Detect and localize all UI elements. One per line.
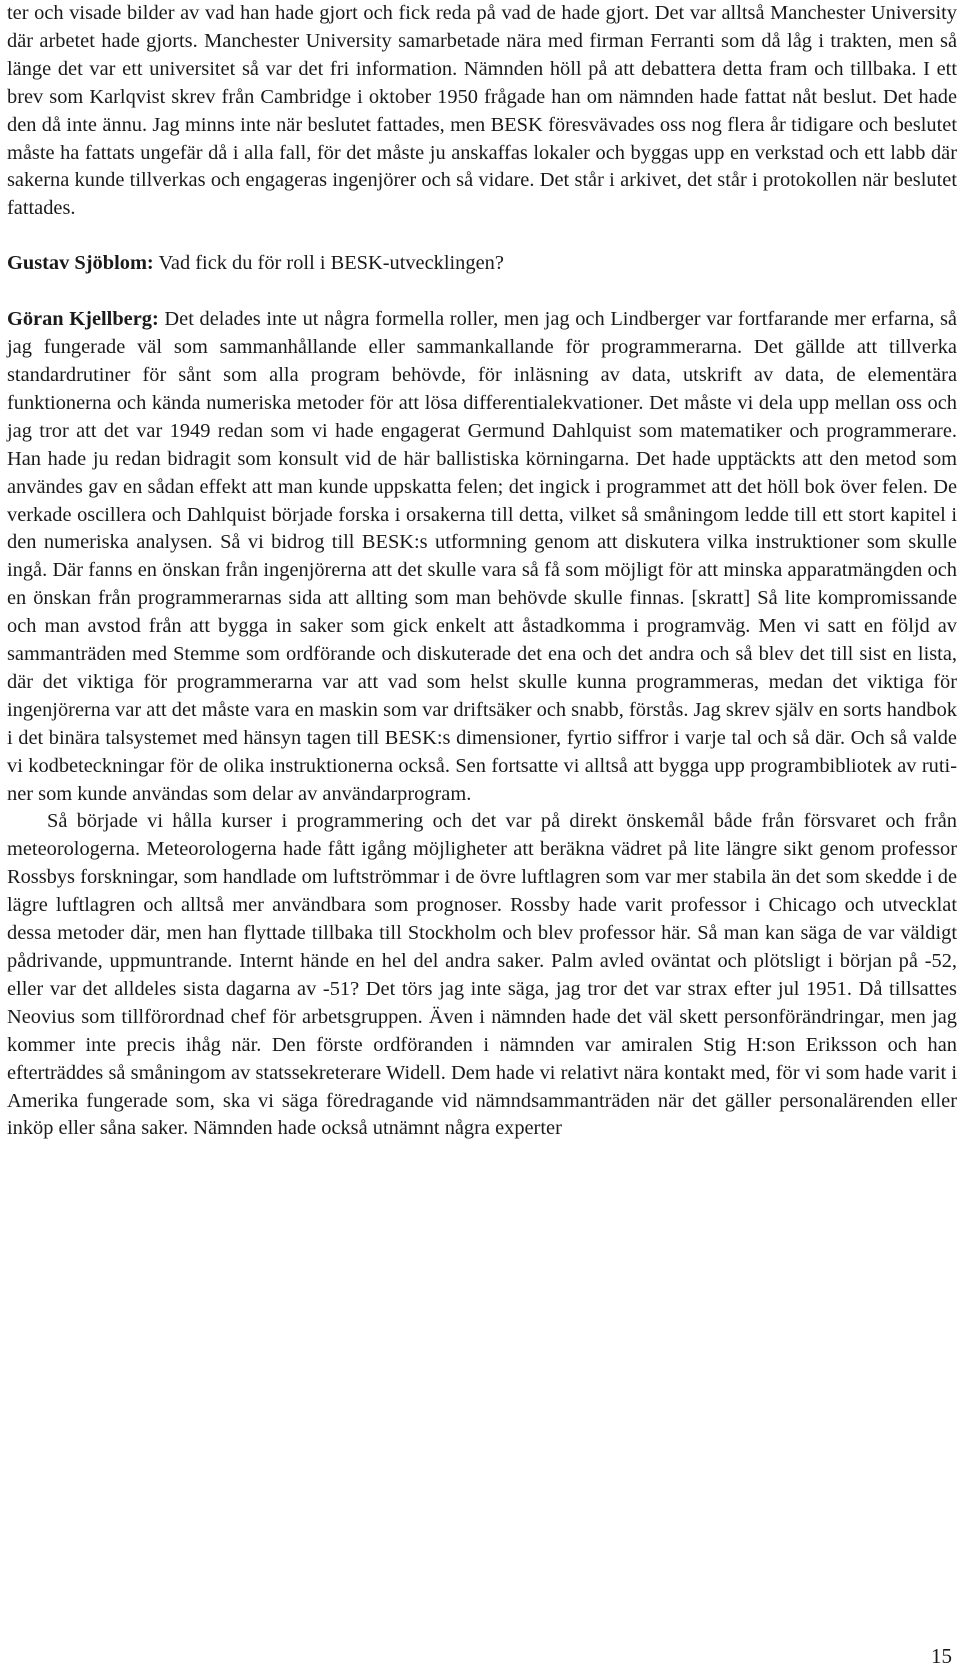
question-paragraph [7,250,957,278]
document-page [7,0,957,1143]
speaker-name: Gustav Sjöblom: [7,252,154,275]
paragraph-continuation: Så började vi hålla kurser i programmering och det var på direkt önskemål både från försvaret och från meteorologerna. Meteorologerna hade fått igång möjligheter att beräkna vädret på lite längre sikt genom professor Rossbys forskningar, som handlade om luftströmmar i de övre luftlagren som var mer stabila än det som skedde i de lägre luftlagren och alltså mer användbara som prognoser. Rossby hade varit professor i Chicago och utvecklat dessa metoder där, men han flyttade tillbaka till Stockholm och blev professor här. Så man kan säga de var väldigt pådrivande, uppmuntrande. Internt hände en hel del andra saker. Palm avled oväntat och plötsligt i början på -52, eller var det alldeles sista dagarna av -51? Det törs jag inte säga, jag tror det var strax efter jul 1951. Då tillsattes Neovius som tillförordnad chef för arbetsgruppen. Även i nämnden hade det väl skett personförändringar, men jag kommer inte precis ihåg när. Den förste ordföranden i nämnden var amiralen Stig H:son Eriksson och han efterträddes så småningom av statssekreterare Widell. Dem hade vi relativt nära kontakt med, för vi som hade varit i Amerika fungerade som, ska vi säga föredragande vid nämndsammanträden när det gäller personalärenden eller inköp eller såna saker. Nämnden hade också utnämnt några experter [7,810,957,1140]
answer-text: Det delades inte ut några formella roller, men jag och Lindberger var fortfarande mer erfarna, så jag fungerade väl som sammanhållande eller sammankallande för programmerarna. Det gällde att tillverka standardrutiner för sånt som alla program behövde, för inläsning av data, utskrift av data, de elementära funktionerna och kända numeriska metoder för att lösa differentialekvationer. Det måste vi dela upp mellan oss och jag tror att det var 1949 redan som vi hade engagerat Germund Dahlquist som matematiker och programmerare. Han hade ju redan bidragit som konsult vid de här ballistiska körningarna. Det hade upptäckts att den metod som användes gav en sådan effekt att man kunde uppskatta felen; det ingick i programmet att det höll bok över felen. De verkade oscillera och Dahlquist började forska i orsakerna till detta, vilket så småningom ledde till ett stort kapitel i den numeriska analysen. Så vi bidrog till BESK:s utformning genom att diskutera vilka instruktioner som skulle ingå. Där fanns en önskan från ingenjörerna att det skulle vara så få som möjligt för att minska apparatmängden och en önskan från programmerarnas sida att allting som man behövde skulle finnas. [skratt] Så lite kompromissande och man avstod från att bygga in saker som gick enkelt att åstadkomma i programväg. Men vi satt en följd av sammanträden med Stemme som ordförande och diskuterade det ena och det andra och så blev det till sist en lista, där det viktiga för programmerarna var att vad som helst skulle kunna programmeras, medan det viktiga för ingenjörerna var att det måste vara en maskin som var driftsäker och snabb, förstås. Jag skrev själv en sorts handbok i det binära talsystemet med hänsyn tagen till BESK:s dimensioner, fyrtio siffror i varje tal och så där. Och så valde vi kodbeteckningar för de olika instruktionerna också. Sen fortsatte vi alltså att bygga upp programbibliotek av rutiner som kunde användas som delar av användarprogram. [7,308,957,805]
answer-paragraph [7,306,957,808]
speaker-name: Göran Kjellberg: [7,308,159,331]
page-number: 15 [931,1644,952,1668]
paragraph-intro: ter och visade bilder av vad han hade gjort och fick reda på vad de hade gjort. Det var alltså Manchester University där arbetet hade gjorts. Manchester University samarbetade nära med firman Ferranti som då låg i trakten, men så länge det var ett universitet så var det fri information. Nämnden höll på att debattera detta fram och tillbaka. I ett brev som Karlqvist skrev från Cambridge i oktober 1950 frågade han om nämnden hade fattat nåt beslut. Det hade den då inte ännu. Jag minns inte när beslutet fattades, men BESK föresvävades oss nog flera år tidigare och beslutet måste ha fattats ungefär då i alla fall, för det måste ju anskaffas lokaler och byggas upp en verkstad och ett labb där sakerna kunde tillverkas och engageras ingenjörer och så vidare. Det står i arkivet, det står i protokollen när beslutet fattades. [7,2,957,220]
question-text: Vad fick du för roll i BESK-utvecklingen? [153,252,504,275]
